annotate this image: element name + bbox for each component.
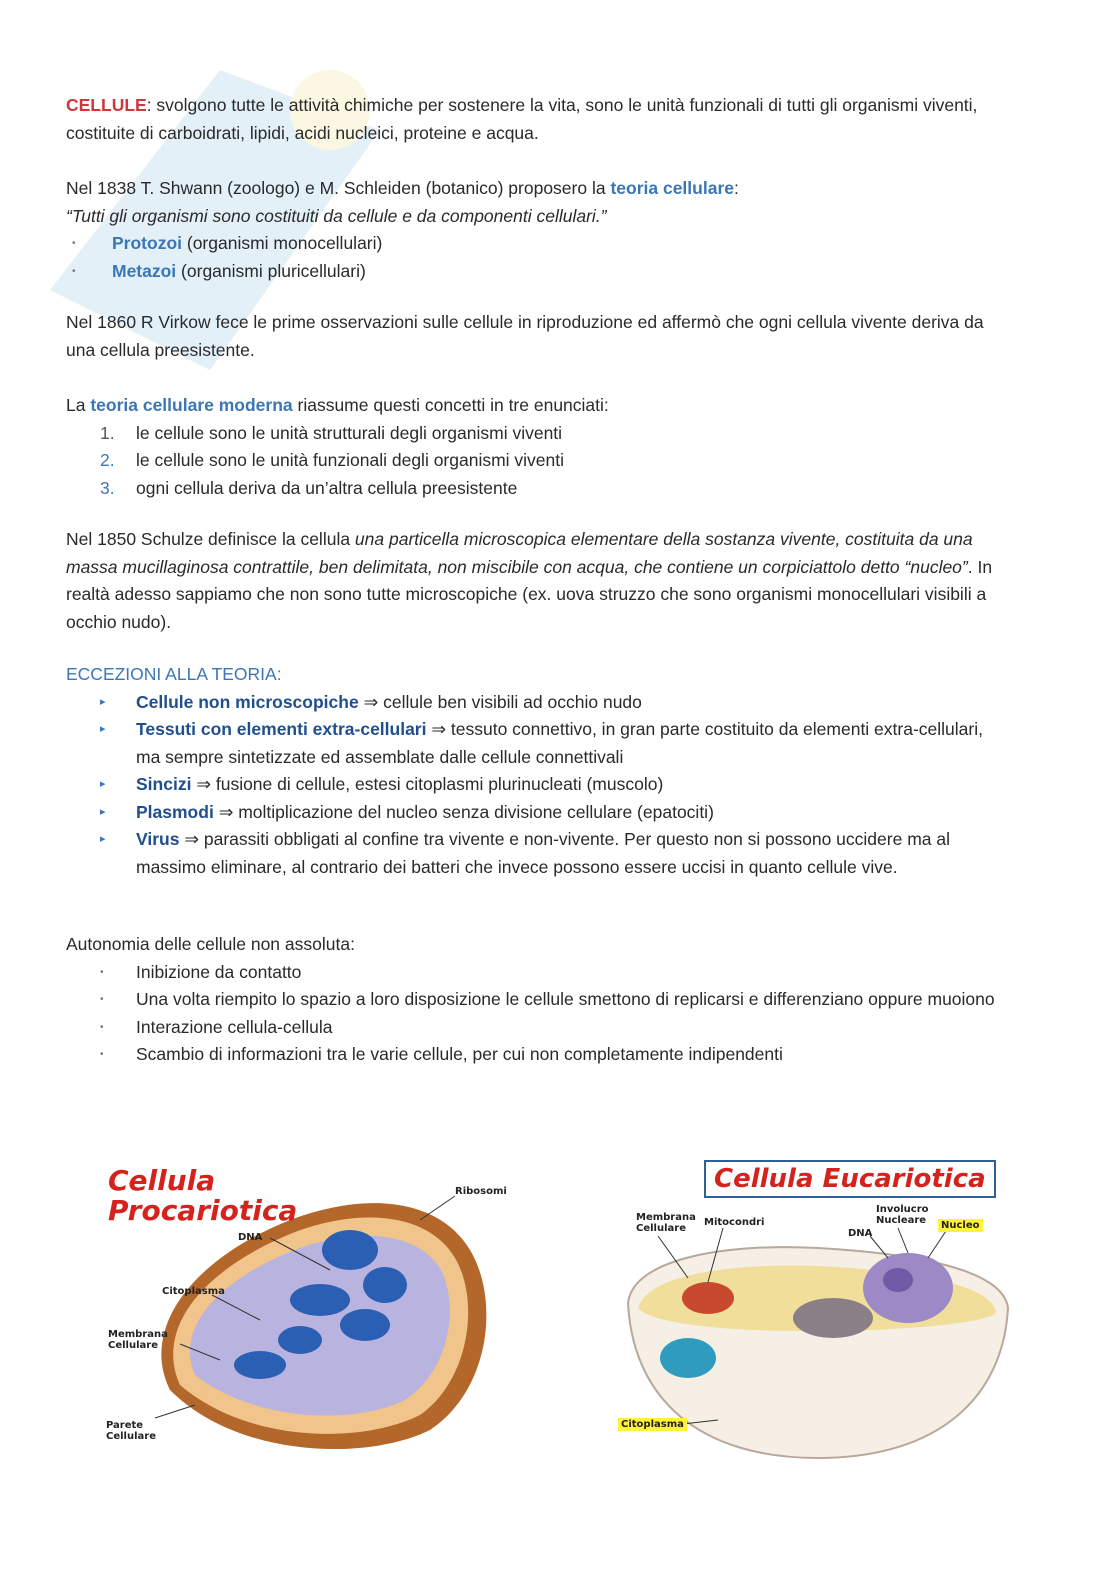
list-number: 3. (100, 477, 115, 498)
list-item-text: le cellule sono le unità funzionali degli organismi viventi (136, 450, 565, 470)
list-item-text: Interazione cellula-cellula (136, 1016, 333, 1037)
exception-term: Virus (136, 829, 180, 849)
list-item-text: Scambio di informazioni tra le varie cellule, per cui non completamente indipendenti (136, 1044, 783, 1064)
label-membrana (108, 1329, 168, 1351)
list-item (66, 1041, 996, 1069)
figure-prokaryotic-cell (100, 1160, 520, 1460)
modern-lead: La (66, 395, 91, 415)
cellule-definition: : svolgono tutte le attività chimiche per sostenere la vita, sono le unità funzionali di tutti gli organismi viventi, costituite di carboidrati, lipidi, acidi nucleici, proteine e acqua. (66, 95, 978, 143)
label-involucro-line2: Nucleare (876, 1215, 927, 1226)
section-eccezioni (66, 661, 996, 881)
prokaryotic-title-line2: Procariotica (108, 1194, 298, 1227)
er-shape (793, 1298, 873, 1338)
list-item-text: ogni cellula deriva da un’altra cellula preesistente (136, 477, 518, 498)
bullet-dot-icon: • (100, 1049, 104, 1060)
label-membrana-line2: Cellulare (108, 1340, 158, 1351)
schulze-definition: una particella microscopica elementare della sostanza vivente, costituita da una massa mucillaginosa contrattile, ben delimitata, non miscibile con acqua, che contiene un corpiciattolo detto “nucleo” (66, 529, 973, 577)
list-number: 1. (100, 422, 115, 443)
label-nucleo: Nucleo (938, 1219, 983, 1232)
list-item (66, 826, 996, 881)
label-involucro (876, 1204, 929, 1226)
schwann-lead: Nel 1838 T. Shwann (zoologo) e M. Schleiden (botanico) proposero la (66, 178, 611, 198)
bullet-dot-icon: • (100, 1021, 104, 1033)
label-mitocondri: Mitocondri (704, 1217, 765, 1228)
list-item (66, 230, 996, 258)
list-item (66, 420, 996, 448)
triangle-bullet-icon: ▸ (100, 805, 106, 818)
implies-arrow-icon: ⇒ (184, 829, 199, 849)
paragraph-virkow: Nel 1860 R Virkow fece le prime osservazioni sulle cellule in riproduzione ed affermò che ogni cellula vivente deriva da una cellula preesistente. (66, 312, 984, 360)
schulze-tail: . In realtà adesso sappiamo che non sono tutte microscopiche (ex. uova struzzo che sono organismi monocellulari visibili a occhio nudo). (66, 556, 993, 632)
metazoi-text: (organismi pluricellulari) (176, 260, 366, 281)
exception-term: Plasmodi (136, 801, 214, 822)
implies-arrow-icon: ⇒ (196, 774, 211, 794)
triangle-bullet-icon: ▸ (100, 833, 106, 845)
list-item (66, 799, 996, 827)
exception-term: Tessuti con elementi extra-cellulari (136, 719, 427, 739)
bullet-dot-icon: • (100, 966, 104, 978)
modern-after: riassume questi concetti in tre enunciati: (292, 395, 609, 415)
label-ribosomi: Ribosomi (455, 1186, 507, 1197)
list-item (66, 447, 996, 475)
implies-arrow-icon: ⇒ (218, 801, 234, 822)
protozoi-text: (organismi monocellulari) (182, 233, 383, 253)
mitochondrion-shape (682, 1282, 734, 1314)
paragraph-teoria-moderna (66, 392, 996, 502)
paragraph-schwann (66, 175, 996, 285)
section-autonomia (66, 931, 996, 1069)
label-dna: DNA (238, 1232, 263, 1243)
triangle-bullet-icon: ▸ (100, 695, 106, 708)
label-membrana-line2: Cellulare (636, 1223, 686, 1234)
label-parete-line2: Cellulare (106, 1431, 156, 1442)
exception-text: parassiti obbligati al confine tra vivente e non-vivente. Per questo non si possono uccidere ma al massimo eliminare, al contrario dei batteri che invece possono essere uccisi in quanto cellule vive. (136, 829, 950, 877)
label-parete-line1: Parete (106, 1420, 144, 1431)
exception-text: tessuto connettivo, in gran parte costituito da elementi extra-cellulari, ma sempre sintetizzate ed assemblate dalle cellule connettivali (136, 719, 983, 767)
term-cellule: CELLULE (66, 95, 147, 115)
label-citoplasma: Citoplasma (618, 1418, 687, 1431)
paragraph-cellule (66, 92, 996, 147)
exception-text: moltiplicazione del nucleo senza divisione cellulare (epatociti) (233, 801, 714, 822)
list-item (66, 771, 996, 799)
list-item-text: Inibizione da contatto (136, 961, 302, 982)
figure-eukaryotic-cell (608, 1158, 1018, 1468)
list-item (66, 986, 996, 1014)
label-citoplasma: Citoplasma (162, 1286, 225, 1297)
list-number: 2. (100, 450, 115, 470)
label-membrana (636, 1212, 696, 1234)
list-item (66, 258, 996, 286)
exception-term: Cellule non microscopiche (136, 691, 359, 712)
implies-arrow-icon: ⇒ (363, 691, 379, 712)
bullet-dot-icon: • (100, 994, 104, 1005)
label-dna: DNA (848, 1228, 873, 1239)
triangle-bullet-icon: ▸ (100, 723, 106, 735)
label-membrana-line1: Membrana (108, 1329, 168, 1340)
triangle-bullet-icon: ▸ (100, 778, 106, 790)
schulze-lead: Nel 1850 Schulze definisce la cellula (66, 529, 355, 549)
list-item-text: Una volta riempito lo spazio a loro disposizione le cellule smettono di replicarsi e differenziano oppure muoiono (136, 989, 995, 1009)
schwann-quote: “Tutti gli organismi sono costituiti da cellule e da componenti cellulari.” (66, 205, 607, 226)
autonomia-heading: Autonomia delle cellule non assoluta: (66, 934, 355, 954)
prokaryotic-title-line1: Cellula (108, 1164, 216, 1197)
vacuole-shape (660, 1338, 716, 1378)
label-membrana-line1: Membrana (636, 1212, 696, 1223)
schwann-after: : (734, 178, 739, 198)
label-involucro-line1: Involucro (876, 1204, 929, 1215)
list-item (66, 689, 996, 717)
list-item (66, 475, 996, 503)
exception-term: Sincizi (136, 774, 192, 794)
list-item (66, 1014, 996, 1042)
eccezioni-heading: ECCEZIONI ALLA TEORIA: (66, 664, 282, 684)
paragraph-schulze (66, 526, 996, 636)
label-parete (106, 1420, 156, 1442)
list-item (66, 959, 996, 987)
term-metazoi: Metazoi (112, 260, 177, 281)
term-teoria-moderna: teoria cellulare moderna (90, 395, 293, 415)
exception-text: cellule ben visibili ad occhio nudo (378, 691, 642, 712)
eukaryotic-title: Cellula Eucariotica (704, 1160, 996, 1198)
nucleolus-shape (883, 1268, 913, 1292)
list-item (66, 716, 996, 771)
implies-arrow-icon: ⇒ (431, 719, 447, 739)
term-protozoi: Protozoi (112, 233, 182, 253)
term-teoria-cellulare: teoria cellulare (610, 178, 734, 198)
exception-text: fusione di cellule, estesi citoplasmi plurinucleati (muscolo) (210, 774, 664, 794)
bullet-dot-icon: • (72, 238, 76, 249)
bullet-dot-icon: • (72, 265, 76, 277)
list-item-text: le cellule sono le unità strutturali degli organismi viventi (136, 422, 563, 443)
